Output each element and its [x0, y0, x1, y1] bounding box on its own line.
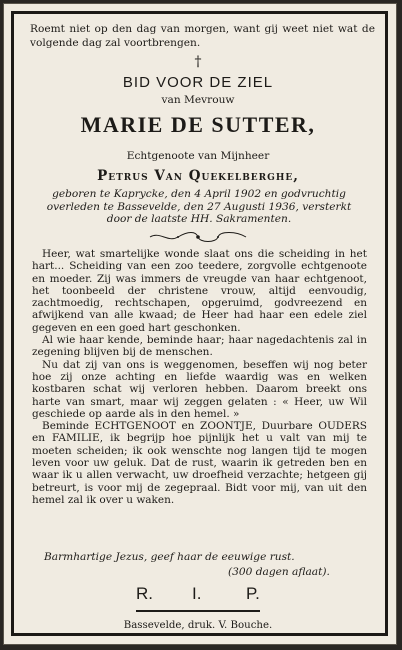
memorial-card	[3, 3, 397, 645]
spouse-label: Echtgenoote van Mijnheer	[126, 150, 270, 162]
eulogy-paragraph: Heer, wat smartelijke wonde slaat ons die scheiding in het hart... Scheiding van een zoo teedere, zorgvolle echtgenoote en moeder. Zij was immers de vreugde van haar echtgenoot, het toonbeeld der christene vrouw, altijd eenvoudig, zachtmoedig, rechtschapen, opgeruimd, godvreezend en afwijkend van alle kwaad; de Heer had haar een edele ziel gegeven en een goed hart geschonken.	[32, 248, 367, 334]
rip-letter-p: P.	[246, 584, 260, 603]
indulgence-note: (300 dagen aflaat).	[228, 566, 330, 578]
husband-name: Petrus Van Quekelberghe,	[97, 168, 299, 184]
rip-letter-r: R.	[136, 584, 153, 603]
birth-death-text: geboren te Kaprycke, den 4 April 1902 en godvruchtig overleden te Bassevelde, den 27 Augusti 1936, versterkt door de laatste HH. Sakramenten.	[46, 188, 352, 225]
rip-letter-i: I.	[192, 584, 202, 603]
eulogy-paragraph: Nu dat zij van ons is weggenomen, beseffen wij nog beter hoe zij onze achting en liefde waardig was en welken kostbaren schat wij verloren hebben. Daarom breekt ons harte van smart, maar wij zeggen gelaten : « Heer, uw Wil geschiede op aarde als in den hemel. »	[32, 358, 367, 420]
eulogy-body	[32, 248, 367, 506]
ornament-divider	[148, 230, 248, 244]
deceased-name: MARIE DE SUTTER,	[80, 112, 316, 137]
eulogy-paragraph: Al wie haar kende, beminde haar; haar nagedachtenis zal in zegening blijven bij de menschen.	[32, 334, 367, 359]
closing-prayer: Barmhartige Jezus, geef haar de eeuwige rust.	[44, 551, 295, 563]
van-label: van Mevrouw	[161, 94, 235, 106]
divider-rule	[136, 610, 260, 612]
card-content	[18, 18, 378, 638]
prayer-title: BID VOOR DE ZIEL	[122, 74, 274, 91]
eulogy-paragraph: Beminde ECHTGENOOT en ZOONTJE, Duurbare OUDERS en FAMILIE, ik begrijp hoe pijnlijk het u valt van mij te moeten scheiden; ik ook wenschte nog langen tijd te mogen leven voor uw geluk. Dat de rust, waarin ik getreden ben en waar ik u allen verwacht, uw droefheid verzachte; hetgeen gij betreurt, is voor mij de zegepraal. Bidt voor mij, van uit den hemel zal ik over u waken.	[32, 420, 367, 506]
printer-credit: Bassevelde, druk. V. Bouche.	[123, 620, 273, 631]
cross-icon: †	[194, 54, 202, 70]
motto-text: Roemt niet op den dag van morgen, want gij weet niet wat de volgende dag zal voortbrengen.	[30, 23, 375, 49]
